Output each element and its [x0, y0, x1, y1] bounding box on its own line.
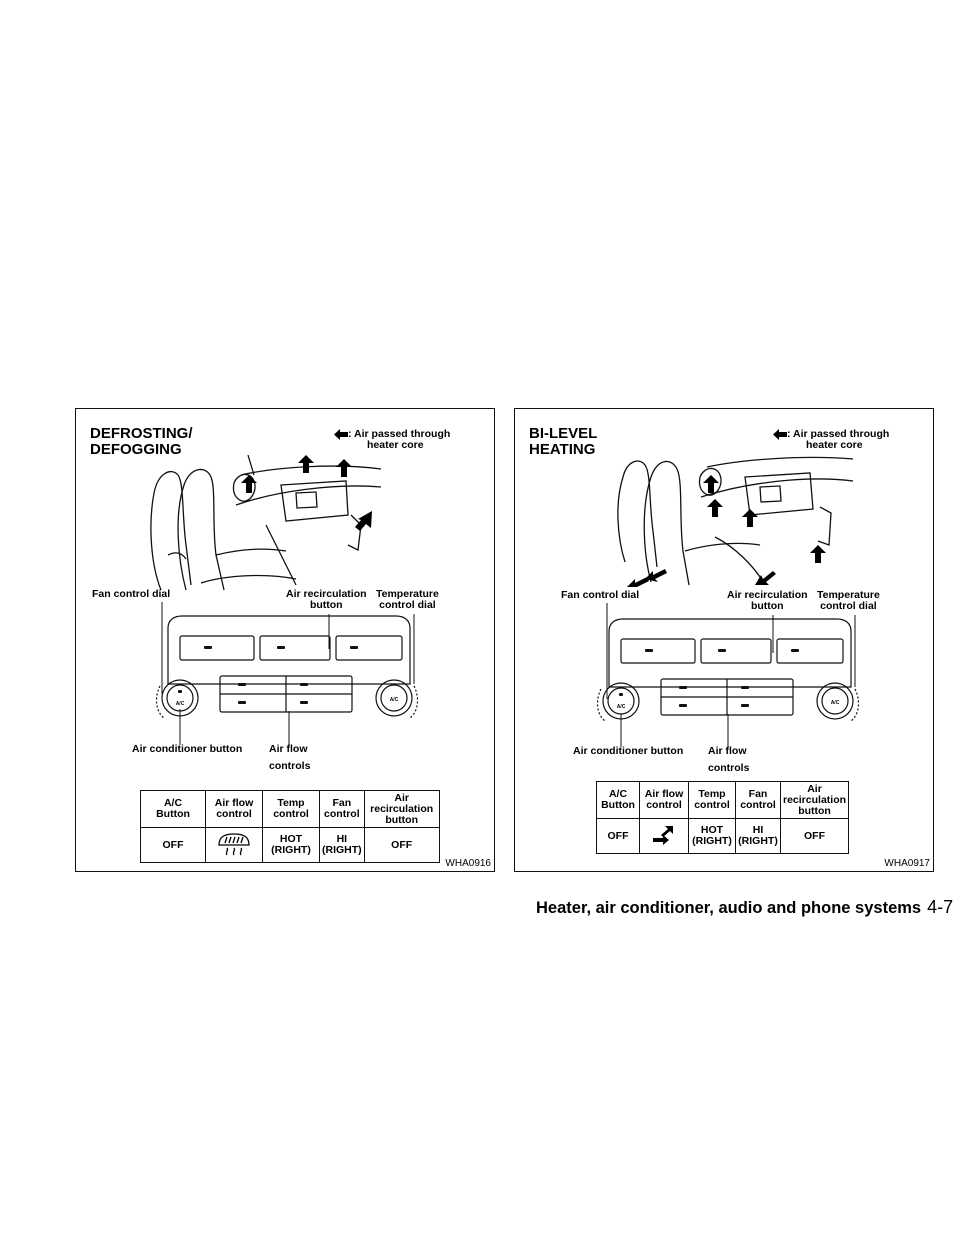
value-text: (RIGHT) [738, 835, 778, 847]
air-conditioner-button-label: Air conditioner button [573, 745, 684, 757]
settings-table [596, 781, 849, 854]
air-flow-label-line1: Air flow [269, 743, 308, 755]
header-text: recirculation [370, 802, 434, 815]
temp-value [689, 819, 736, 854]
fan-control-dial-label: Fan control dial [561, 589, 640, 601]
air-conditioner-button-label: Air conditioner button [132, 743, 243, 755]
value-text: HI [752, 824, 764, 836]
fan-value [736, 819, 781, 854]
page-number: 4-7 [927, 897, 954, 917]
air-flow-controls-label [269, 744, 310, 772]
figure-code: WHA0916 [445, 858, 491, 869]
air-flow-label-line1: Air flow [708, 745, 747, 757]
mode-title-line2: HEATING [529, 441, 596, 458]
header-temp [689, 782, 736, 819]
recirc-value: OFF [364, 828, 439, 863]
header-ac [141, 791, 206, 828]
fan-value [320, 828, 365, 863]
air-recirculation-label-line1: Air recirculation [286, 588, 367, 600]
temperature-label-line2: control dial [820, 600, 877, 612]
header-text: Air flow [214, 797, 254, 809]
legend-text: : Air passed through [348, 428, 451, 440]
value-text: (RIGHT) [271, 844, 311, 856]
header-text: Button [601, 799, 635, 811]
panel-ac-marking-2: A/C [389, 697, 399, 703]
air-flow-label-line2: controls [269, 760, 311, 772]
panel-ac-marking: A/C [175, 701, 185, 707]
header-text: recirculation [783, 793, 847, 806]
legend-text-2: heater core [367, 439, 424, 451]
header-airflow [206, 791, 263, 828]
fan-control-dial-label: Fan control dial [92, 588, 171, 600]
header-text: Air flow [644, 788, 684, 800]
value-text: HI [336, 833, 348, 845]
header-text: Temp [698, 788, 726, 800]
defrosting-figure [75, 408, 495, 872]
ac-value: OFF [597, 819, 640, 854]
header-recirc [364, 791, 439, 828]
footer-section-title: Heater, air conditioner, audio and phone systems [536, 899, 922, 917]
header-text: Fan [332, 797, 352, 809]
value-text: HOT [279, 833, 303, 845]
header-text: A/C [608, 788, 628, 800]
ac-value: OFF [141, 828, 206, 863]
temperature-label-line1: Temperature [817, 589, 880, 601]
mode-title-line1: BI-LEVEL [529, 425, 598, 442]
panel-ac-marking: A/C [616, 704, 626, 710]
header-text: control [324, 808, 360, 820]
legend-text-2: heater core [806, 439, 863, 451]
value-text: HOT [700, 824, 724, 836]
header-fan [320, 791, 365, 828]
panel-ac-marking-2: A/C [830, 700, 840, 706]
header-text: Air [807, 782, 822, 795]
airflow-value [206, 828, 263, 863]
figure-code: WHA0917 [884, 858, 930, 869]
header-text: control [646, 799, 682, 811]
temp-value [263, 828, 320, 863]
air-recirculation-label-line1: Air recirculation [727, 589, 808, 601]
air-flow-controls-label [708, 746, 749, 774]
header-ac [597, 782, 640, 819]
temperature-label-line2: control dial [379, 599, 436, 611]
value-text: (RIGHT) [692, 835, 732, 847]
header-airflow [640, 782, 689, 819]
header-recirc [781, 782, 849, 819]
header-text: Temp [277, 797, 305, 809]
header-text: A/C [163, 797, 183, 809]
header-text: Fan [748, 788, 768, 800]
header-text: button [385, 813, 418, 826]
bi-level-heating-figure [514, 408, 934, 872]
header-text: Air [394, 791, 409, 804]
header-text: control [694, 799, 730, 811]
header-text: button [798, 804, 831, 817]
settings-table [140, 790, 440, 863]
page-footer [536, 897, 953, 918]
airflow-value [640, 819, 689, 854]
mode-title-line1: DEFROSTING/ [90, 425, 193, 442]
mode-title-line2: DEFOGGING [90, 441, 182, 458]
header-temp [263, 791, 320, 828]
header-text: Button [156, 808, 190, 820]
air-flow-label-line2: controls [708, 762, 750, 774]
temperature-label-line1: Temperature [376, 588, 439, 600]
legend-text: : Air passed through [787, 428, 890, 440]
value-text: (RIGHT) [322, 844, 362, 856]
header-text: control [740, 799, 776, 811]
header-fan [736, 782, 781, 819]
air-recirculation-label-line2: button [309, 599, 343, 611]
recirc-value: OFF [781, 819, 849, 854]
defrost-icon [216, 831, 252, 857]
header-text: control [216, 808, 252, 820]
bi-level-icon [651, 824, 677, 846]
header-text: control [273, 808, 309, 820]
air-recirculation-label-line2: button [750, 600, 784, 612]
